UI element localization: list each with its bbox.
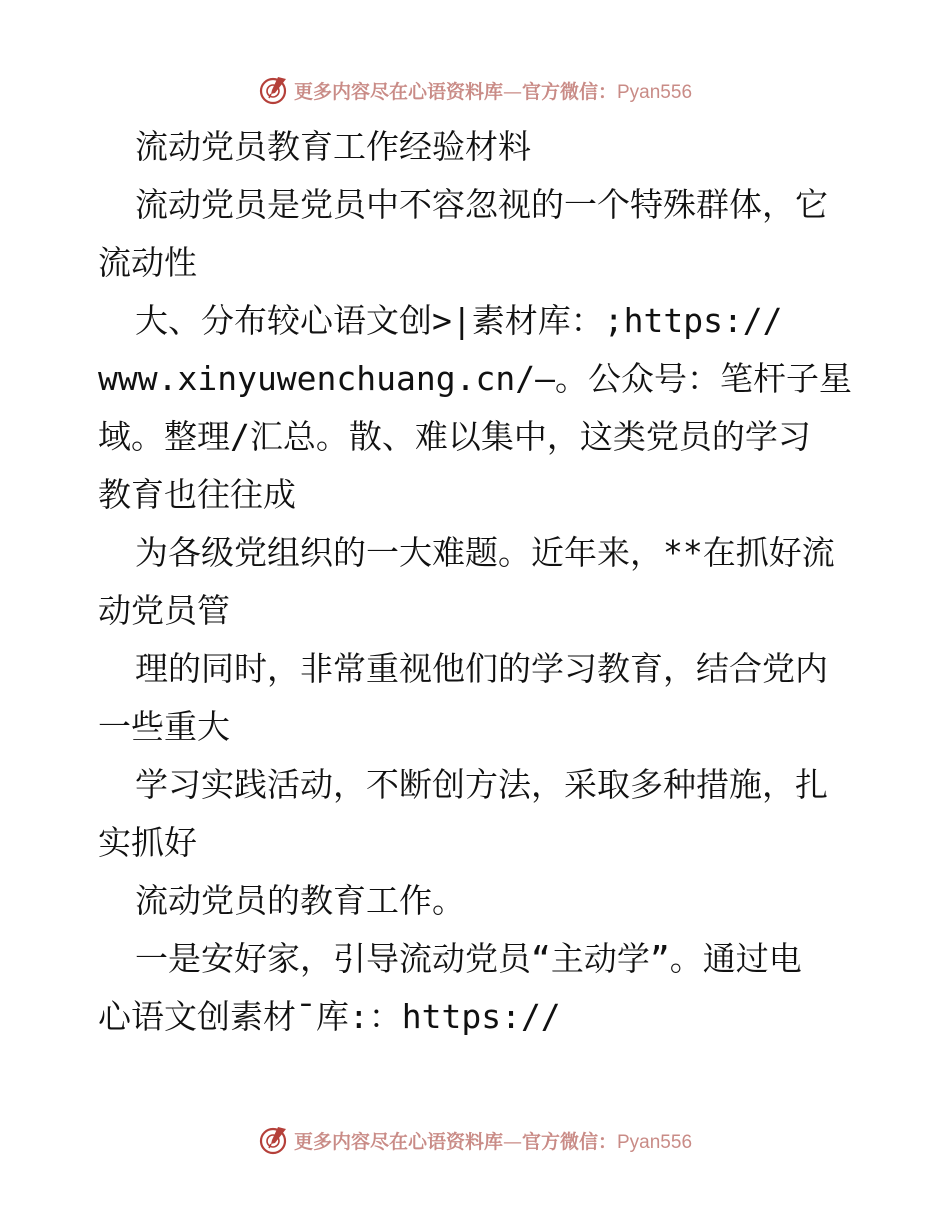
document-line: 大、分布较心语文创>|素材库：;https:// (135, 301, 783, 340)
document-line: 流动党员的教育工作。 (135, 881, 465, 920)
document-line: 理的同时，非常重视他们的学习教育，结合党内 (135, 649, 828, 688)
footer-contact-label: 官方微信： (521, 1130, 617, 1153)
header-watermark-banner (0, 70, 950, 110)
footer-brand-text: 更多内容尽在心语资料库 (293, 1130, 503, 1153)
pen-logo-icon (258, 74, 290, 106)
header-brand-text: 更多内容尽在心语资料库 (293, 80, 503, 103)
header-contact-label: 官方微信： (521, 80, 617, 103)
pen-logo-icon (258, 1124, 290, 1156)
document-line: 为各级党组织的一大难题。近年来，**在抓好流 (135, 533, 835, 572)
footer-watermark-banner (0, 1120, 950, 1160)
document-body (98, 118, 858, 1046)
document-line: 实抓好 (98, 823, 197, 862)
header-contact-id: Pyan556 (617, 81, 693, 103)
footer-watermark-text (294, 1127, 692, 1154)
footer-contact-id: Pyan556 (617, 1131, 693, 1153)
document-line: 域。整理/汇总。散、难以集中，这类党员的学习 (98, 417, 811, 456)
document-line: 流动党员是党员中不容忽视的一个特殊群体，它 (135, 185, 828, 224)
document-line: 流动性 (98, 243, 197, 282)
document-line: 教育也往往成 (98, 475, 296, 514)
document-line: 流动党员教育工作经验材料 (135, 127, 531, 166)
header-watermark-text (294, 77, 692, 104)
document-line: 一些重大 (98, 707, 230, 746)
document-line: 一是安好家，引导流动党员“主动学”。通过电 (135, 939, 802, 978)
header-separator: — (502, 80, 522, 103)
document-line: 心语文创素材¯库:：https:// (98, 997, 561, 1036)
document-line: 动党员管 (98, 591, 230, 630)
document-line: 学习实践活动，不断创方法，采取多种措施，扎 (135, 765, 828, 804)
footer-separator: — (502, 1130, 522, 1153)
document-line: www.xinyuwenchuang.cn/—。公众号：笔杆子星 (98, 359, 852, 398)
